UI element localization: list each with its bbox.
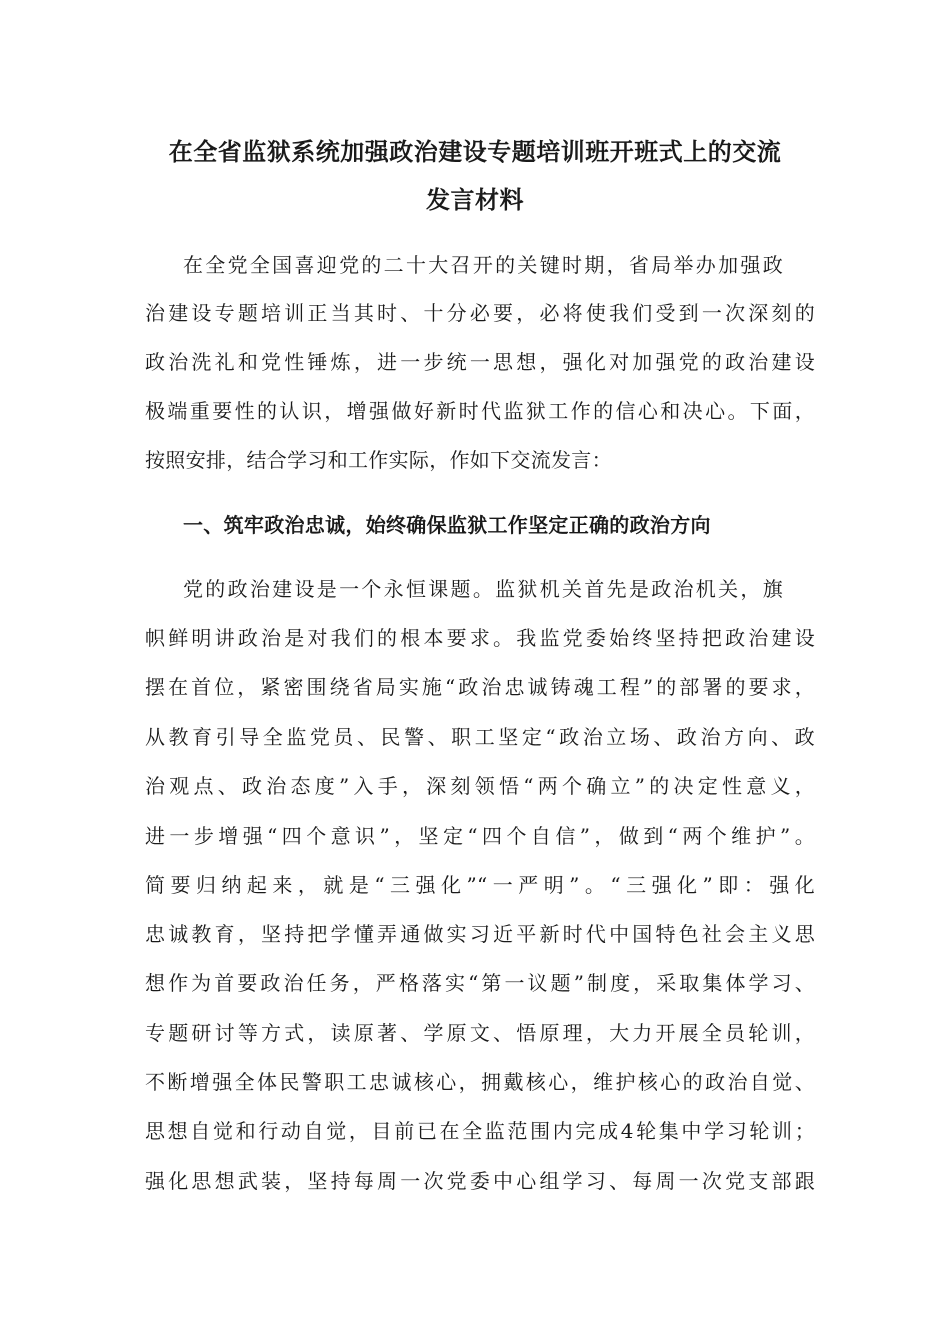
document-title: [145, 128, 805, 224]
title-line-2: 发言材料: [426, 185, 524, 214]
intro-line: 治建设专题培训正当其时、十分必要，必将使我们受到一次深刻的: [145, 301, 815, 325]
body-line: 帜鲜明讲政治是对我们的根本要求。我监党委始终坚持把政治建设: [145, 626, 815, 650]
body-line: 简要归纳起来，就是“三强化”“一严明”。“三强化”即：强化: [145, 873, 815, 897]
body-line: 忠诚教育，坚持把学懂弄通做实习近平新时代中国特色社会主义思: [145, 922, 815, 946]
body-line: 摆在首位，紧密围绕省局实施“政治忠诚铸魂工程”的部署的要求，: [145, 675, 815, 699]
body-line: 思想自觉和行动自觉，目前已在全监范围内完成4轮集中学习轮训；: [145, 1119, 815, 1143]
body-line: 不断增强全体民警职工忠诚核心，拥戴核心，维护核心的政治自觉、: [145, 1070, 815, 1094]
body-line: 专题研讨等方式，读原著、学原文、悟原理，大力开展全员轮训，: [145, 1021, 815, 1045]
intro-line: 极端重要性的认识，增强做好新时代监狱工作的信心和决心。下面，: [145, 399, 815, 423]
body-line: 强化思想武装，坚持每周一次党委中心组学习、每周一次党支部跟: [145, 1169, 815, 1193]
body-line: 想作为首要政治任务，严格落实“第一议题”制度，采取集体学习、: [145, 971, 815, 995]
body-line: 治观点、政治态度”入手，深刻领悟“两个确立”的决定性意义，: [145, 774, 815, 798]
intro-line: 按照安排，结合学习和工作实际，作如下交流发言：: [145, 448, 612, 472]
body-line: 从教育引导全监党员、民警、职工坚定“政治立场、政治方向、政: [145, 725, 815, 749]
body-line: 进一步增强“四个意识”，坚定“四个自信”，做到“两个维护”。: [145, 824, 815, 848]
intro-line: 政治洗礼和党性锤炼，进一步统一思想，强化对加强党的政治建设: [145, 350, 815, 374]
section-heading: 一、筑牢政治忠诚，始终确保监狱工作坚定正确的政治方向: [183, 513, 711, 537]
body-line: 党的政治建设是一个永恒课题。监狱机关首先是政治机关，旗: [183, 577, 783, 601]
intro-line: 在全党全国喜迎党的二十大召开的关键时期，省局举办加强政: [183, 253, 783, 277]
title-line-1: 在全省监狱系统加强政治建设专题培训班开班式上的交流: [168, 137, 782, 166]
